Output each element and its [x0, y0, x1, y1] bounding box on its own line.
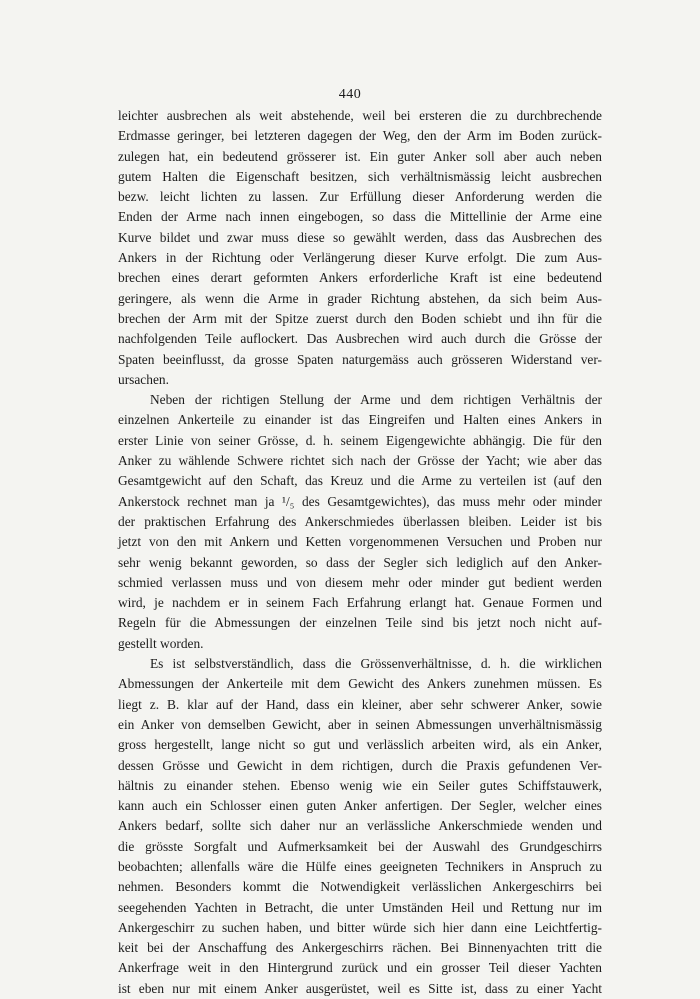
text-line: ursachen.	[118, 371, 169, 387]
text-line: Ankerfrage weit in den Hintergrund zurück und ein grosser Teil dieser Yachten	[118, 960, 602, 976]
text-line: Ankergeschirr zu suchen haben, und bitter würde sich hier dann eine Leichtfertig-	[118, 919, 602, 935]
text-line: dessen Grösse und Gewicht in dem richtigen, durch die Praxis gefundenen Ver-	[118, 757, 602, 773]
page-number: 440	[338, 87, 362, 102]
text-line: die grösste Sorgfalt und Aufmerksamkeit bei der Auswahl des Grundgeschirrs	[118, 838, 602, 854]
text-line: wird, je nachdem er in seinem Fach Erfahrung erlangt hat. Genaue Formen und	[118, 595, 602, 611]
text-line: Spaten beeinflusst, da grosse Spaten naturgemäss auch grösseren Widerstand ver-	[118, 351, 602, 367]
text-line: der praktischen Erfahrung des Ankerschmiedes überlassen bleiben. Leider ist bis	[118, 513, 602, 529]
text-line: kann auch ein Schlosser einen guten Anker anfertigen. Der Segler, welcher eines	[118, 798, 602, 814]
text-line: liegt z. B. klar auf der Hand, dass ein kleiner, aber sehr schwerer Anker, sowie	[118, 696, 602, 712]
text-line: leichter ausbrechen als weit abstehende, weil bei ersteren die zu durchbrechende	[118, 108, 602, 123]
text-line: Ankers in der Richtung oder Verlängerung dieser Kurve erfolgt. Die zum Aus-	[118, 250, 602, 266]
text-line: Abmessungen der Ankerteile mit dem Gewicht des Ankers zunehmen müssen. Es	[118, 676, 602, 692]
text-line: brechen eines derart geformten Ankers erforderliche Kraft ist eine bedeutend	[118, 270, 602, 286]
text-line: beobachten; allenfalls wäre die Hülfe eines geeigneten Technikers in Anspruch zu	[118, 858, 602, 874]
body-text	[118, 106, 602, 999]
text-line: bezw. leicht lichten zu lassen. Zur Erfüllung dieser Anforderung werden die	[118, 189, 602, 205]
text-line: Ankers bedarf, sollte sich daher nur an verlässliche Ankerschmiede wenden und	[118, 818, 602, 834]
text-line: hältnis zu einander stehen. Ebenso wenig wie ein Seiler gutes Schiffstauwerk,	[118, 777, 602, 793]
text-line: Es ist selbstverständlich, dass die Grössenverhältnisse, d. h. die wirklichen	[150, 656, 602, 672]
text-line: gutem Halten die Eigenschaft besitzen, sich verhältnismässig leicht ausbrechen	[118, 168, 602, 184]
text-line: einzelnen Ankerteile zu einander ist das Eingreifen und Halten eines Ankers in	[118, 412, 602, 428]
text-line: Enden der Arme nach innen eingebogen, so dass die Mittellinie der Arme eine	[118, 209, 602, 225]
text-line: sehr wenig bekannt geworden, so dass der Segler sich lediglich auf den Anker-	[118, 554, 602, 570]
text-line: nehmen. Besonders kommt die Notwendigkeit verlässlichen Ankergeschirrs bei	[118, 879, 602, 895]
text-line: Erdmasse geringer, bei letzteren dagegen der Weg, den der Arm im Boden zurück-	[118, 128, 602, 144]
text-line: ein Anker von demselben Gewicht, aber in seinen Abmessungen unverhältnismässig	[118, 716, 602, 732]
text-line: Ankerstock rechnet man ja ¹/₅ des Gesamtgewichtes), das muss mehr oder minder	[118, 493, 602, 509]
text-line: gestellt worden.	[118, 635, 204, 651]
text-line: Anker zu wählende Schwere richtet sich nach der Grösse der Yacht; wie aber das	[118, 453, 602, 469]
text-line: Regeln für die Abmessungen der einzelnen Teile sind bis jetzt noch nicht auf-	[118, 615, 602, 631]
text-line: Kurve bildet und zwar muss diese so gewählt werden, dass das Ausbrechen des	[118, 229, 602, 245]
paragraph	[118, 106, 602, 390]
text-line: brechen der Arm mit der Spitze zuerst durch den Boden schiebt und ihn für die	[118, 310, 602, 326]
text-line: nachfolgenden Teile auflockert. Das Ausbrechen wird auch durch die Grösse der	[118, 331, 602, 347]
text-line: erster Linie von seiner Grösse, d. h. seinem Eigengewichte abhängig. Die für den	[118, 432, 602, 448]
text-line: jetzt von den mit Ankern und Ketten vorgenommenen Versuchen und Proben nur	[118, 534, 602, 550]
text-line: seegehenden Yachten in Betracht, die unter Umständen Heil und Rettung nur im	[118, 899, 602, 915]
text-line: ist eben nur mit einem Anker ausgerüstet, weil es Sitte ist, dass zu einer Yacht	[118, 980, 602, 996]
text-line: geringere, als wenn die Arme in grader Richtung abstehen, da sich beim Aus-	[118, 290, 602, 306]
text-line: keit bei der Anschaffung des Ankergeschirrs rächen. Bei Binnenyachten tritt die	[118, 940, 602, 956]
text-line: Neben der richtigen Stellung der Arme und dem richtigen Verhältnis der	[150, 392, 602, 408]
paragraph	[118, 654, 602, 999]
paragraph	[118, 390, 602, 654]
text-line: zulegen hat, ein bedeutend grösserer ist. Ein guter Anker soll aber auch neben	[118, 148, 602, 164]
text-line: schmied verlassen muss und von diesem mehr oder minder gut bedient werden	[118, 574, 602, 590]
text-line: gross hergestellt, lange nicht so gut und verlässlich arbeiten wird, als ein Anker,	[118, 737, 602, 753]
text-line: Gesamtgewicht auf den Schaft, das Kreuz und die Arme zu verteilen ist (auf den	[118, 473, 602, 489]
